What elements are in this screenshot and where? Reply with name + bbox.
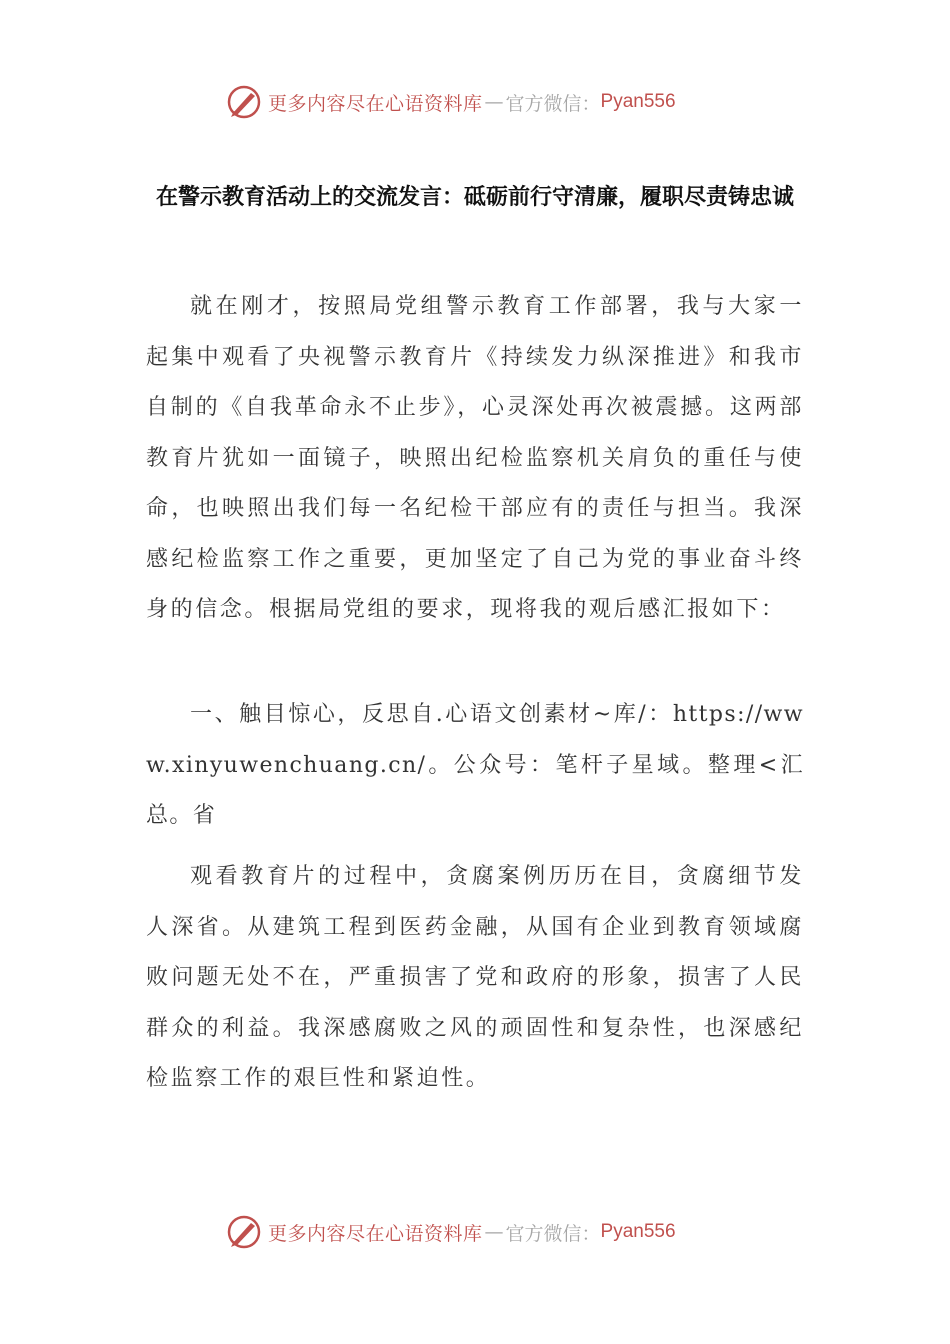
pen-logo-icon <box>226 1214 262 1250</box>
watermark-separator: — <box>484 91 504 113</box>
header-watermark <box>226 82 746 122</box>
document-title: 在警示教育活动上的交流发言：砥砺前行守清廉，履职尽责铸忠诚 <box>155 184 794 210</box>
watermark-wechat-label: 官方微信： <box>505 92 601 115</box>
section-heading-1: 一、触目惊心，反思自.心语文创素材~库/：https://www.xinyuwenchuang.cn/。公众号：笔杆子星域。整理<汇总。省 <box>146 702 804 828</box>
pen-logo-icon <box>226 84 262 120</box>
watermark-wechat-label: 官方微信： <box>505 1222 601 1245</box>
watermark-text: 更多内容尽在心语资料库 <box>268 92 483 115</box>
watermark-wechat-id: Pyan556 <box>600 91 676 112</box>
footer-watermark <box>226 1212 746 1252</box>
paragraph-reflection: 观看教育片的过程中，贪腐案例历历在目，贪腐细节发人深省。从建筑工程到医药金融，从国有企业到教育领域腐败问题无处不在，严重损害了党和政府的形象，损害了人民群众的利益。我深感腐败之风的顽固性和复杂性，也深感纪检监察工作的艰巨性和紧迫性。 <box>146 864 804 1091</box>
watermark-wechat-id: Pyan556 <box>600 1221 676 1242</box>
watermark-text: 更多内容尽在心语资料库 <box>268 1222 483 1245</box>
watermark-separator: — <box>484 1221 504 1243</box>
paragraph-intro: 就在刚才，按照局党组警示教育工作部署，我与大家一起集中观看了央视警示教育片《持续发力纵深推进》和我市自制的《自我革命永不止步》，心灵深处再次被震撼。这两部教育片犹如一面镜子，映照出纪检监察机关肩负的重任与使命，也映照出我们每一名纪检干部应有的责任与担当。我深感纪检监察工作之重要，更加坚定了自己为党的事业奋斗终身的信念。根据局党组的要求，现将我的观后感汇报如下： <box>146 294 804 622</box>
